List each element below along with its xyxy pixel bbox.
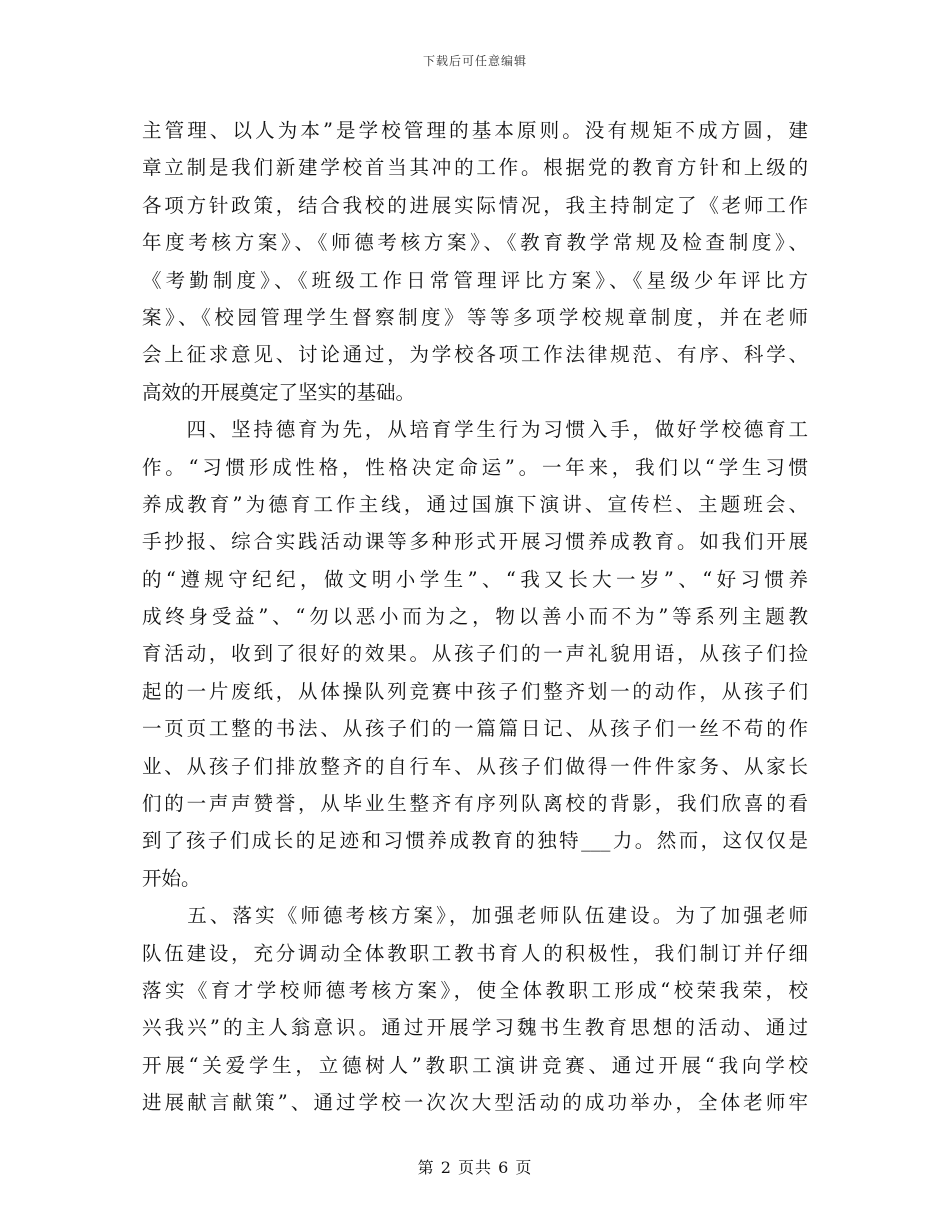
text-line: 成终身受益”、“勿以恶小而为之，物以善小而不为”等系列主题教 xyxy=(142,605,808,629)
text-line: 年度考核方案》、《师德考核方案》、《教育教学常规及检查制度》、 xyxy=(142,231,808,255)
text-line: 各项方针政策，结合我校的进展实际情况，我主持制定了《老师工作 xyxy=(142,193,808,217)
text-line: 高效的开展奠定了坚实的基础。 xyxy=(142,380,416,404)
text-line: 起的一片废纸，从体操队列竞赛中孩子们整齐划一的动作，从孩子们 xyxy=(142,679,808,703)
text-line: 养成教育”为德育工作主线，通过国旗下演讲、宣传栏、主题班会、 xyxy=(142,492,808,516)
text-line: 落实《育才学校师德考核方案》，使全体教职工形成“校荣我荣，校 xyxy=(142,978,808,1002)
text-line: 的“遵规守纪纪，做文明小学生”、“我又长大一岁”、“好习惯养 xyxy=(142,567,808,591)
text-line: 主管理、以人为本”是学校管理的基本原则。没有规矩不成方圆，建 xyxy=(142,119,808,142)
text-line: 业、从孩子们排放整齐的自行车、从孩子们做得一件件家务、从家长 xyxy=(142,754,808,778)
text-line: 们的一声声赞誉，从毕业生整齐有序列队离校的背影，我们欣喜的看 xyxy=(142,792,808,816)
text-line: 手抄报、综合实践活动课等多种形式开展习惯养成教育。如我们开展 xyxy=(142,530,808,554)
text-line: 开始。 xyxy=(142,866,201,890)
text-line: 育活动，收到了很好的效果。从孩子们的一声礼貌用语，从孩子们捡 xyxy=(142,642,808,666)
text-line: 《考勤制度》、《班级工作日常管理评比方案》、《星级少年评比方 xyxy=(142,268,808,292)
text-line: 队伍建设，充分调动全体教职工教书育人的积极性，我们制订并仔细 xyxy=(142,941,808,965)
text-line: 章立制是我们新建学校首当其冲的工作。根据党的教育方针和上级的 xyxy=(142,156,808,180)
text-line: 开展“关爱学生，立德树人”教职工演讲竞赛、通过开展“我向学校 xyxy=(142,1053,808,1077)
text-line: 兴我兴”的主人翁意识。通过开展学习魏书生教育思想的活动、通过 xyxy=(142,1016,808,1040)
page-header: 下载后可任意编辑 xyxy=(422,54,527,68)
text-line: 会上征求意见、讨论通过，为学校各项工作法律规范、有序、科学、 xyxy=(142,343,808,367)
text-line: 进展献言献策”、通过学校一次次大型活动的成功举办，全体老师牢 xyxy=(142,1091,808,1115)
text-line: 案》、《校园管理学生督察制度》等等多项学校规章制度，并在老师 xyxy=(142,305,808,329)
page-number: 第 2 页共 6 页 xyxy=(417,1158,533,1177)
text-line: 作。“习惯形成性格，性格决定命运”。一年来，我们以“学生习惯 xyxy=(142,455,808,479)
document-body xyxy=(142,112,808,1122)
text-line: 到了孩子们成长的足迹和习惯养成教育的独特___力。然而，这仅仅是 xyxy=(142,829,808,853)
text-line: 四、坚持德育为先，从培育学生行为习惯入手，做好学校德育工 xyxy=(142,418,808,442)
text-line: 一页页工整的书法、从孩子们的一篇篇日记、从孩子们一丝不苟的作 xyxy=(142,717,808,741)
text-line: 五、落实《师德考核方案》，加强老师队伍建设。为了加强老师 xyxy=(142,904,808,928)
